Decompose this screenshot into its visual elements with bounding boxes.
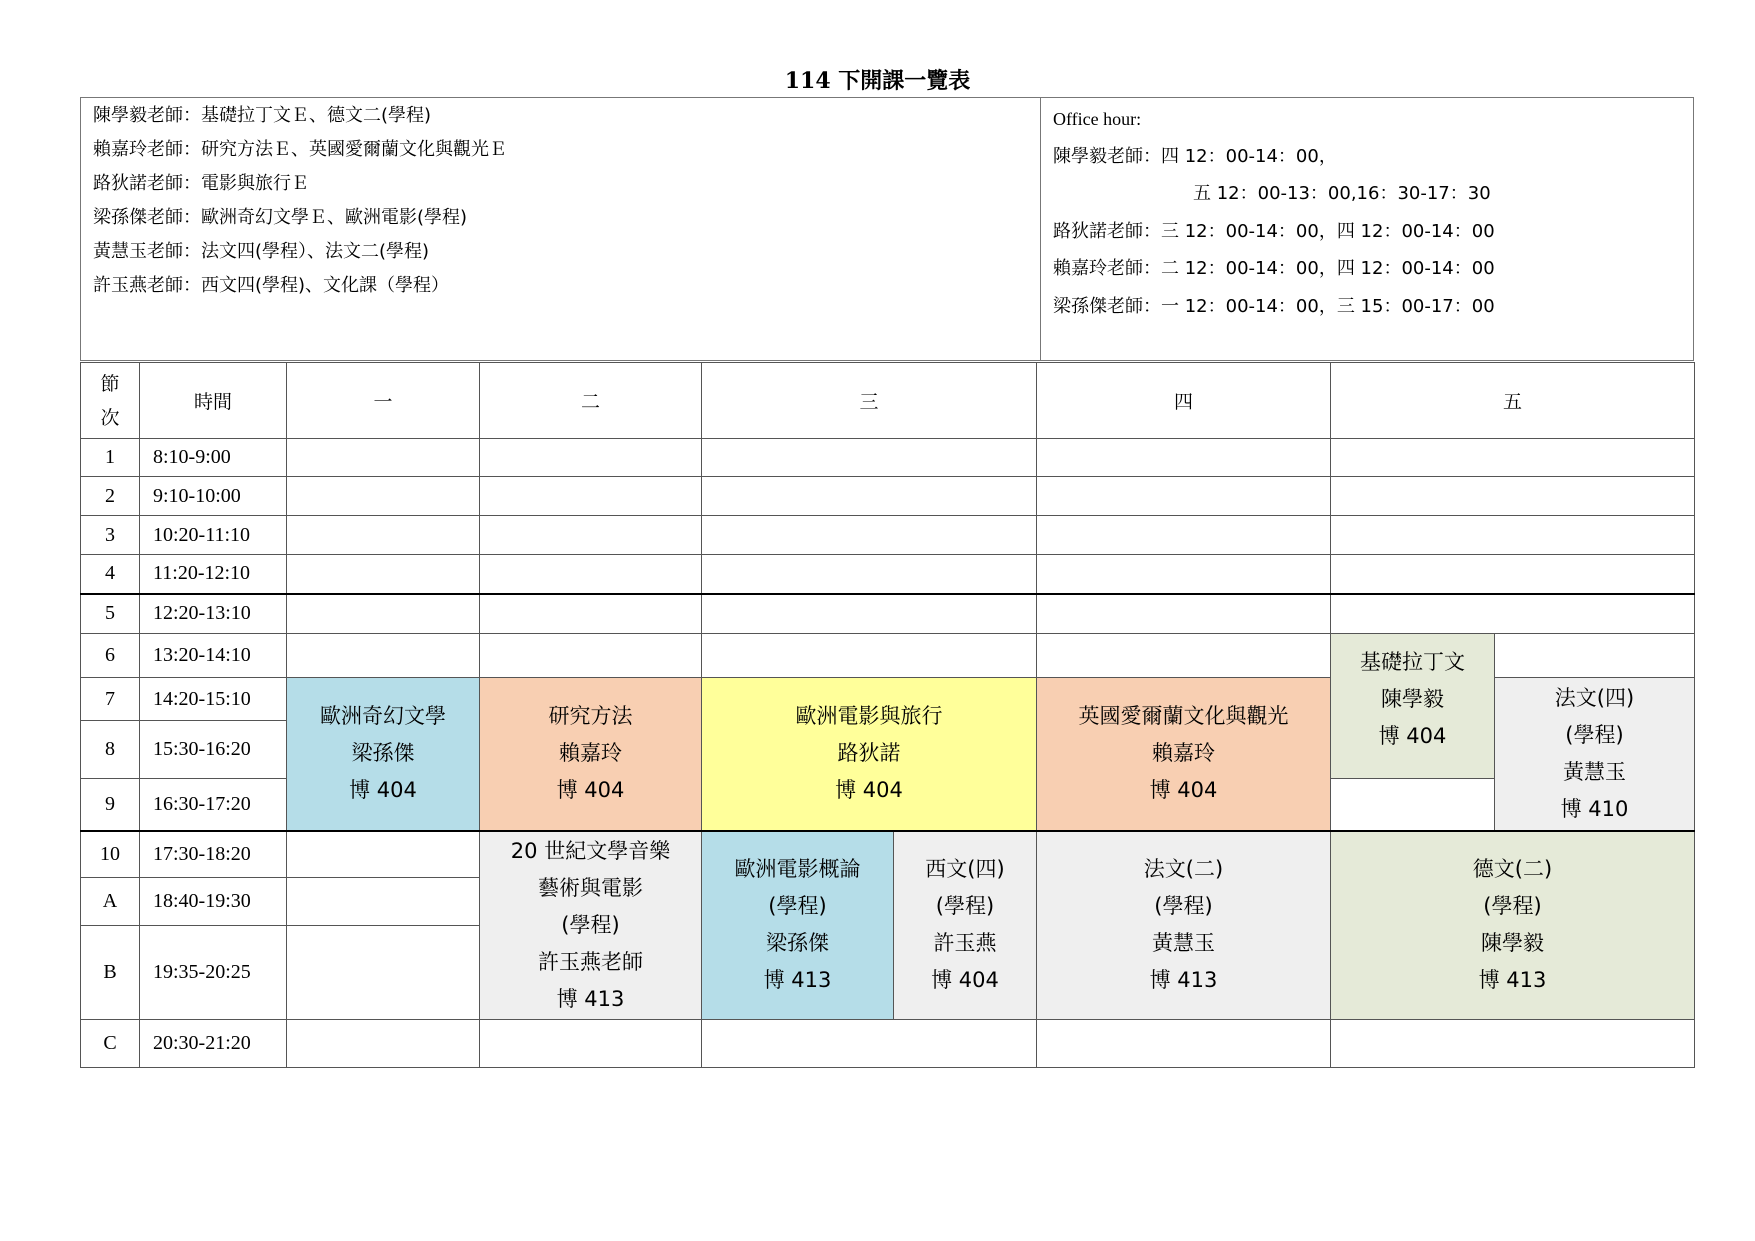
empty-cell (480, 594, 702, 634)
period-time: 20:30-21:20 (140, 1020, 287, 1068)
teacher-line: 陳學毅老師：基礎拉丁文Ｅ、德文二(學程) (93, 105, 432, 126)
course-program: (學程) (768, 894, 827, 919)
course-room: 博 404 (556, 778, 625, 803)
period-number: 9 (81, 779, 140, 831)
course-room: 博 404 (349, 778, 417, 803)
timetable (80, 362, 1695, 1068)
course-german2 (1331, 831, 1695, 1020)
empty-cell (1331, 1020, 1695, 1068)
period-number: 6 (81, 634, 140, 678)
empty-cell (1331, 439, 1695, 477)
course-title: 西文(四) (925, 857, 1005, 882)
course-french2 (1037, 831, 1331, 1020)
period-time: 11:20-12:10 (140, 555, 287, 594)
office-hour-heading: Office hour: (1053, 109, 1142, 129)
course-teacher: 陳學毅 (1381, 687, 1444, 711)
office-hour-line: 陳學毅老師：四 12：00-14：00， (1053, 145, 1337, 167)
course-teacher: 黃慧玉 (1563, 759, 1626, 784)
day-header-thu: 四 (1037, 363, 1331, 439)
period-time: 15:30-16:20 (140, 721, 287, 779)
course-title: 基礎拉丁文 (1360, 650, 1465, 674)
office-hour-line: 五 12：00-13：00,16：30-17：30 (1193, 183, 1491, 204)
course-latin (1331, 634, 1495, 779)
info-divider (1040, 98, 1041, 360)
period-number: 8 (81, 721, 140, 779)
course-title-2: 藝術與電影 (538, 875, 643, 900)
empty-cell (287, 516, 480, 555)
course-teacher: 梁孫傑 (351, 741, 415, 766)
empty-cell (702, 477, 1037, 516)
period-number: 2 (81, 477, 140, 516)
empty-cell (287, 1020, 480, 1068)
table-row (81, 516, 1695, 555)
empty-cell (287, 926, 480, 1020)
period-time: 17:30-18:20 (140, 831, 287, 878)
table-row (81, 594, 1695, 634)
course-title: 英國愛爾蘭文化與觀光 (1078, 704, 1289, 729)
empty-cell (1037, 477, 1331, 516)
period-number: 5 (81, 594, 140, 634)
time-header: 時間 (140, 363, 287, 439)
period-number: 7 (81, 678, 140, 721)
course-teacher: 黃慧玉 (1152, 931, 1215, 956)
period-header-2: 次 (100, 406, 120, 429)
course-room: 博 413 (1478, 968, 1547, 993)
course-title: 歐洲電影概論 (734, 857, 861, 882)
empty-cell (702, 516, 1037, 555)
course-title: 歐洲奇幻文學 (320, 704, 446, 729)
course-music (480, 831, 702, 1020)
page-title: 114 下開課一覽表 (784, 68, 971, 94)
day-header-wed: 三 (702, 363, 1037, 439)
course-french4 (1495, 678, 1695, 831)
empty-cell (702, 439, 1037, 477)
empty-cell (1037, 1020, 1331, 1068)
course-room: 博 413 (763, 968, 832, 993)
period-number: 4 (81, 555, 140, 594)
period-time: 12:20-13:10 (140, 594, 287, 634)
course-title: 德文(二) (1472, 857, 1553, 882)
course-title: 法文(四) (1554, 685, 1635, 710)
table-row (81, 831, 1695, 878)
day-header-mon: 一 (287, 363, 480, 439)
course-teacher: 許玉燕 (933, 931, 997, 956)
teacher-line: 黃慧玉老師：法文四(學程）、法文二(學程) (93, 241, 430, 262)
course-teacher: 路狄諾 (837, 741, 901, 766)
period-number: 3 (81, 516, 140, 555)
course-room: 博 404 (1378, 724, 1447, 748)
course-program: (學程) (561, 912, 620, 937)
course-title: 歐洲電影與旅行 (795, 704, 943, 729)
office-hour-line: 梁孫傑老師：一 12：00-14：00，三 15：00-17：00 (1053, 295, 1495, 317)
course-spanish4 (894, 831, 1037, 1020)
teacher-line: 賴嘉玲老師：研究方法Ｅ、英國愛爾蘭文化與觀光Ｅ (93, 139, 507, 160)
course-room: 博 404 (931, 968, 999, 993)
period-number: A (81, 878, 140, 926)
table-row (81, 634, 1695, 678)
period-time: 18:40-19:30 (140, 878, 287, 926)
period-time: 16:30-17:20 (140, 779, 287, 831)
course-room: 博 413 (1149, 968, 1218, 993)
period-time: 9:10-10:00 (140, 477, 287, 516)
empty-cell (1331, 594, 1695, 634)
empty-cell (1331, 477, 1695, 516)
info-box (80, 97, 1694, 361)
course-program: (學程) (1565, 722, 1624, 747)
teacher-line: 路狄諾老師：電影與旅行Ｅ (93, 173, 309, 194)
teacher-line: 許玉燕老師：西文四(學程)、文化課（學程） (93, 275, 450, 296)
table-row (81, 477, 1695, 516)
empty-cell (287, 555, 480, 594)
empty-cell (1037, 594, 1331, 634)
empty-cell (480, 439, 702, 477)
course-film-travel (702, 678, 1037, 831)
course-teacher: 陳學毅 (1481, 931, 1544, 956)
teacher-course-list (93, 102, 507, 306)
period-time: 19:35-20:25 (140, 926, 287, 1020)
empty-cell (480, 477, 702, 516)
header-row (81, 363, 1695, 439)
empty-cell (702, 634, 1037, 678)
course-room: 博 404 (835, 778, 903, 803)
period-time: 8:10-9:00 (140, 439, 287, 477)
course-uk-ireland (1037, 678, 1331, 831)
empty-cell (1331, 555, 1695, 594)
course-title: 20 世紀文學音樂 (510, 838, 671, 863)
table-row (81, 555, 1695, 594)
course-room: 博 413 (556, 986, 625, 1011)
empty-cell (702, 555, 1037, 594)
office-hour-line: 路狄諾老師：三 12：00-14：00，四 12：00-14：00 (1053, 220, 1495, 242)
empty-cell (1037, 439, 1331, 477)
empty-cell (480, 555, 702, 594)
empty-cell (1331, 516, 1695, 555)
course-program: (學程) (1154, 894, 1213, 919)
empty-cell (1037, 516, 1331, 555)
empty-cell (287, 831, 480, 878)
course-room: 博 404 (1149, 778, 1218, 803)
course-research (480, 678, 702, 831)
office-hour-list (1053, 104, 1495, 329)
empty-cell (480, 516, 702, 555)
course-teacher: 許玉燕老師 (538, 949, 643, 974)
course-fantasy (287, 678, 480, 831)
empty-cell (480, 634, 702, 678)
empty-cell (702, 1020, 1037, 1068)
period-number: C (81, 1020, 140, 1068)
empty-cell (1037, 555, 1331, 594)
period-time: 13:20-14:10 (140, 634, 287, 678)
empty-cell (1331, 779, 1495, 831)
course-program: (學程) (935, 894, 995, 919)
period-time: 14:20-15:10 (140, 678, 287, 721)
course-teacher: 賴嘉玲 (1152, 741, 1215, 766)
period-header (81, 363, 140, 439)
day-header-tue: 二 (480, 363, 702, 439)
course-teacher: 賴嘉玲 (559, 741, 622, 766)
empty-cell (287, 878, 480, 926)
course-euro-film (702, 831, 894, 1020)
empty-cell (287, 477, 480, 516)
empty-cell (287, 439, 480, 477)
office-hour-line: 賴嘉玲老師：二 12：00-14：00，四 12：00-14：00 (1053, 258, 1495, 279)
course-room: 博 410 (1560, 796, 1629, 821)
course-title: 法文(二) (1143, 857, 1224, 882)
course-title: 研究方法 (548, 704, 633, 729)
empty-cell (480, 1020, 702, 1068)
period-number: 1 (81, 439, 140, 477)
table-row (81, 1020, 1695, 1068)
period-time: 10:20-11:10 (140, 516, 287, 555)
empty-cell (702, 594, 1037, 634)
period-header-1: 節 (100, 372, 120, 395)
teacher-line: 梁孫傑老師：歐洲奇幻文學Ｅ、歐洲電影(學程) (93, 207, 468, 228)
period-number: B (81, 926, 140, 1020)
empty-cell (1495, 634, 1695, 678)
day-header-fri: 五 (1331, 363, 1695, 439)
course-teacher: 梁孫傑 (766, 931, 829, 956)
empty-cell (287, 634, 480, 678)
period-number: 10 (81, 831, 140, 878)
empty-cell (1037, 634, 1331, 678)
course-program: (學程) (1483, 894, 1542, 919)
table-row (81, 439, 1695, 477)
empty-cell (287, 594, 480, 634)
